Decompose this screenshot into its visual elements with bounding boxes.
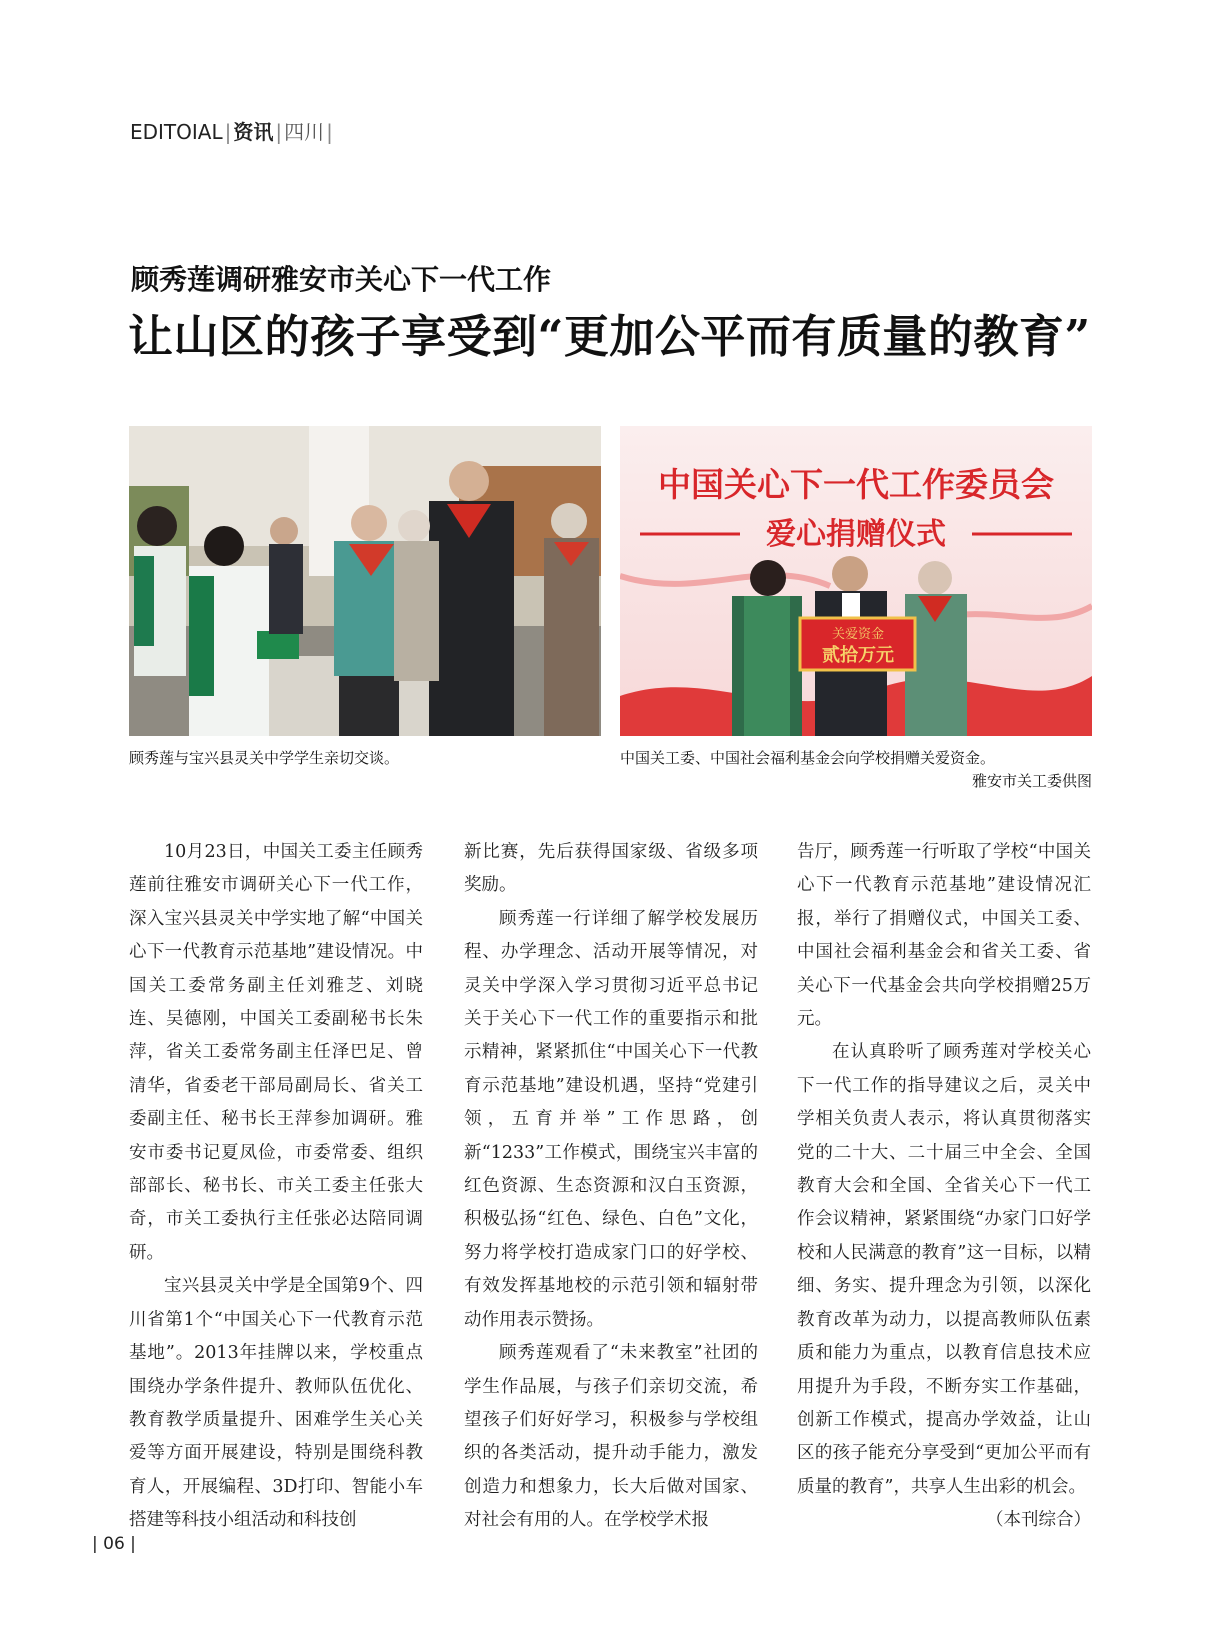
body-paragraph: 新比赛，先后获得国家级、省级多项奖励。 xyxy=(464,842,758,896)
photo-donation-ceremony xyxy=(620,426,1092,736)
header-divider: | xyxy=(275,120,283,144)
section-label-en: EDITOIAL xyxy=(130,120,223,144)
article-signoff: （本刊综合） xyxy=(986,1510,1091,1531)
body-paragraph: 顾秀莲观看了“未来教室”社团的学生作品展，与孩子们亲切交流，希望孩子们好好学习，积极参与学校组织的各类活动，提升动手能力，激发创造力和想象力，长大后做对国家、对社会有用的人。在学校学术报 xyxy=(464,1343,758,1531)
section-header xyxy=(130,117,335,147)
check-label-text: 关爱资金 xyxy=(831,627,885,642)
body-paragraph-text: 在认真聆听了顾秀莲对学校关心下一代工作的指导建议之后，灵关中学相关负责人表示，将认真贯彻落实党的二十大、二十届三中全会、全国教育大会和全国、全省关心下一代工作会议精神，紧紧围绕“办家门口好学校和人民满意的教育”这一目标，以精细、务实、提升理念为引领，以深化教育改革为动力，以提高教师队伍素质和能力为重点，以教育信息技术应用提升为手段，不断夯实工作基础，创新工作模式，提高办学效益，让山区的孩子能充分享受到“更加公平而有质量的教育”，共享人生出彩的机会。 xyxy=(797,1042,1091,1497)
body-paragraph: 告厅，顾秀莲一行听取了学校“中国关心下一代教育示范基地”建设情况汇报，举行了捐赠仪式，中国关工委、中国社会福利基金会和省关工委、省关心下一代基金会共向学校捐赠25万元。 xyxy=(797,842,1091,1030)
body-paragraph: 顾秀莲一行详细了解学校发展历程、办学理念、活动开展等情况，对灵关中学深入学习贯彻习近平总书记关于关心下一代工作的重要指示和批示精神，紧紧抓住“中国关心下一代教育示范基地”建设机遇，坚持“党建引领，五育并举”工作思路，创新“1233”工作模式，围绕宝兴丰富的红色资源、生态资源和汉白玉资源，积极弘扬“红色、绿色、白色”文化，努力将学校打造成家门口的好学校、有效发挥基地校的示范引领和辐射带动作用表示赞扬。 xyxy=(464,908,758,1330)
photo-caption-right: 中国关工委、中国社会福利基金会向学校捐赠关爱资金。 xyxy=(620,749,996,767)
photo-school-visit xyxy=(129,426,601,736)
header-divider: | xyxy=(224,120,232,144)
body-column-2 xyxy=(464,836,758,1531)
body-paragraph: 宝兴县灵关中学是全国第9个、四川省第1个“中国关心下一代教育示范基地”。2013年挂牌以来，学校重点围绕办学条件提升、教师队伍优化、教育教学质量提升、困难学生关心关爱等方面开展建设，特别是围绕科教育人，开展编程、3D打印、智能小车搭建等科技小组活动和科技创 xyxy=(129,1276,423,1531)
banner-title-text: 中国关心下一代工作委员会 xyxy=(658,465,1054,504)
body-column-1 xyxy=(129,836,423,1531)
body-column-3 xyxy=(797,836,1091,1531)
article-subtitle: 顾秀莲调研雅安市关心下一代工作 xyxy=(131,263,552,296)
header-divider: | xyxy=(326,120,333,144)
body-paragraph xyxy=(797,1036,1091,1531)
section-label-cn: 资讯 xyxy=(233,120,274,144)
body-paragraph: 10月23日，中国关工委主任顾秀莲前往雅安市调研关心下一代工作，深入宝兴县灵关中学实地了解“中国关心下一代教育示范基地”建设情况。中国关工委常务副主任刘雅芝、刘晓连、吴德刚，中国关工委副秘书长朱萍，省关工委常务副主任泽巴足、曾清华，省委老干部局副局长、省关工委副主任、秘书长王萍参加调研。雅安市委书记夏凤俭，市委常委、组织部部长、秘书长、市关工委主任张大奇，市关工委执行主任张必达陪同调研。 xyxy=(129,842,423,1263)
banner-subtitle-text: 爱心捐赠仪式 xyxy=(766,517,946,552)
photo-credit: 雅安市关工委供图 xyxy=(971,772,1092,790)
photo-caption-left: 顾秀莲与宝兴县灵关中学学生亲切交谈。 xyxy=(129,749,400,767)
page-number: | 06 | xyxy=(92,1534,136,1554)
region-label: 四川 xyxy=(284,120,325,144)
check-amount-text: 贰拾万元 xyxy=(822,645,894,666)
article-title: 让山区的孩子享受到“更加公平而有质量的教育” xyxy=(128,310,1091,363)
